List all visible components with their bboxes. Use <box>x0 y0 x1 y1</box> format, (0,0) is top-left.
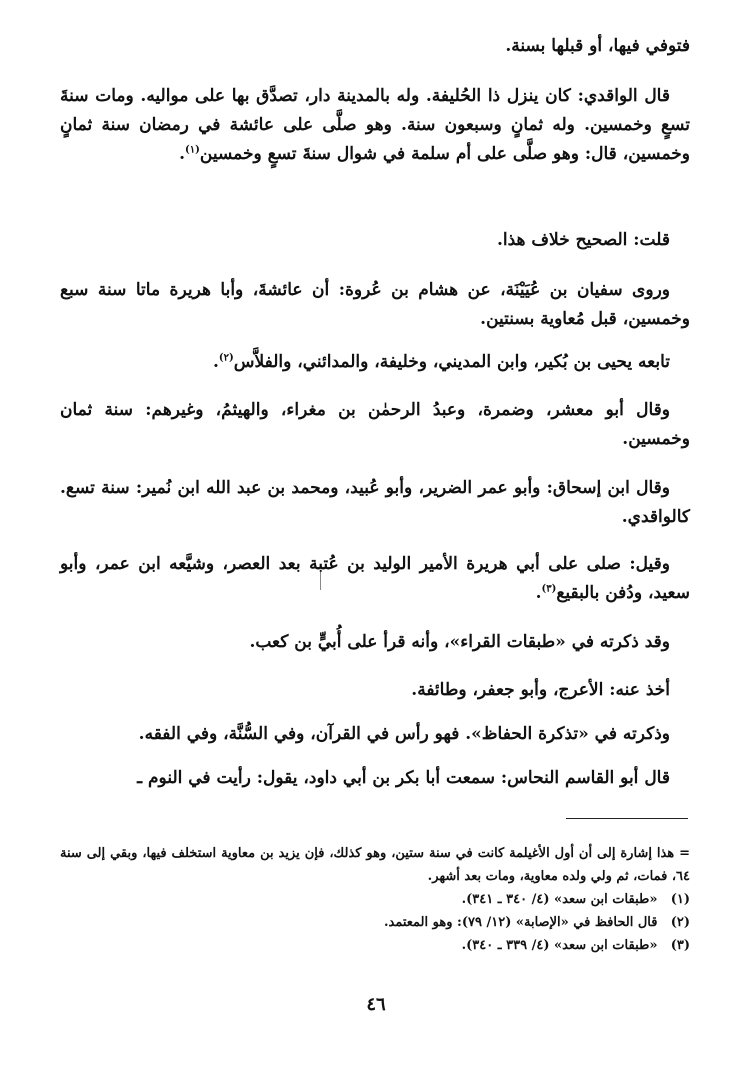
footnotes <box>60 842 690 957</box>
paragraph-12 <box>60 764 690 793</box>
page-number: ٤٦ <box>366 994 386 1015</box>
footnote-3 <box>60 934 690 957</box>
paragraph-3 <box>60 226 690 255</box>
footnote-number: (١) <box>670 892 690 907</box>
paragraph-text: وقد ذكرته في «طبقات القراء»، وأنه قرأ على أُبيٍّ بن كعب. <box>249 632 670 652</box>
paragraph-text: أخذ عنه: الأعرج، وأبو جعفر، وطائفة. <box>411 680 670 700</box>
paragraph-6 <box>60 396 690 454</box>
footnote-2 <box>60 911 690 934</box>
paragraph-2: قال الواقدي: كان ينزل ذا الحُليفة. وله بالمدينة دار، تصدَّق بها على مواليه. ومات سنةَ تسعٍ وخمسين. وله ثمانٍ وسبعون سنة. وهو صلَّى على عائشة في رمضان سنة ثمانٍ وخمسين، قال: وهو صلَّى على أم سلمة في شوال سنةَ تسعٍ وخمسين$^{(١)}$. <box>60 86 690 164</box>
footnote-ref-2[interactable]: (٢) <box>218 352 234 364</box>
paragraph-text: وذكرته في «تذكرة الحفاظ». فهو رأس في القرآن، وفي السُّنَّة، وفي الفقه. <box>138 724 670 744</box>
paragraph-text: قال الواقدي: كان ينزل ذا الحُليفة. وله بالمدينة دار، تصدَّق بها على مواليه. ومات سنةَ تسعٍ وخمسين. وله ثمانٍ وسبعون سنة. وهو صلَّى على عائشة في رمضان سنة ثمانٍ وخمسين، قال: وهو صلَّى على أم سلمة في شوال سنةَ تسعٍ وخمسين <box>60 86 690 164</box>
paragraph-4 <box>60 276 690 334</box>
paragraph-text: قلت: الصحيح خلاف هذا. <box>496 230 670 250</box>
paragraph-5: تابعه يحيى بن بُكير، وابن المديني، وخليفة، والمدائني، والفلاَّس$^{(٢)}$. <box>212 352 670 372</box>
paragraph-9 <box>60 628 690 657</box>
paragraph-text: وروى سفيان بن عُيَيْنَة، عن هشام بن عُروة: أن عائشةَ، وأبا هريرة ماتا سنة سبع وخمسين، قبل مُعاوية بسنتين. <box>60 280 690 329</box>
paragraph-7 <box>60 474 690 532</box>
footnote-text: قال الحافظ في «الإصابة» (١٢/ ٧٩): وهو المعتمد. <box>383 915 658 930</box>
paragraph-text: فتوفي فيها، أو قبلها بسنة. <box>505 36 690 56</box>
paragraph-1 <box>60 32 690 61</box>
paragraph-text: وقيل: صلى على أبي هريرة الأمير الوليد بن عُتبة بعد العصر، وشيَّعه ابن عمر، وأبو سعيد، ودُفن بالبقيع <box>60 554 690 603</box>
footnote-ref-3[interactable]: (٣) <box>541 583 557 595</box>
paragraph-text: وقال أبو معشر، وضمرة، وعبدُ الرحمٰن بن مغراء، والهيثمُ، وغيرهم: سنة ثمان وخمسين. <box>60 400 690 449</box>
footnote-number: (٢) <box>670 915 690 930</box>
paragraph-11 <box>60 720 690 749</box>
paragraph-text: قال أبو القاسم النحاس: سمعت أبا بكر بن أبي داود، يقول: رأيت في النوم ـ <box>137 768 670 788</box>
footnote-1 <box>60 888 690 911</box>
footnote-text: «طبقات ابن سعد» (٤/ ٣٤٠ ـ ٣٤١). <box>461 892 658 907</box>
paragraph-8: وقيل: صلى على أبي هريرة الأمير الوليد بن عُتبة بعد العصر، وشيَّعه ابن عمر، وأبو سعيد، ودُفن بالبقيع$^{(٣)}$. <box>60 554 690 603</box>
paragraph-10 <box>60 676 690 705</box>
footnote-text: «طبقات ابن سعد» (٤/ ٣٣٩ ـ ٣٤٠). <box>461 938 658 953</box>
margin-mark <box>320 572 321 590</box>
footnote-continuation: = هذا إشارة إلى أن أول الأغيلمة كانت في سنة ستين، وهو كذلك، فإن يزيد بن معاوية استخلف فيها، وبقي إلى سنة ٦٤، فمات، ثم ولي ولده معاوية، ومات بعد أشهر. <box>60 846 690 884</box>
footnote-ref-1[interactable]: (١) <box>185 144 200 156</box>
paragraph-text: وقال ابن إسحاق: وأبو عمر الضرير، وأبو عُبيد، ومحمد بن عبد الله ابن نُمير: سنة تسع. كالواقدي. <box>60 478 690 527</box>
footnote-number: (٣) <box>670 938 690 953</box>
footnote-divider <box>566 818 688 819</box>
paragraph-text: تابعه يحيى بن بُكير، وابن المديني، وخليفة، والمدائني، والفلاَّس <box>233 352 670 372</box>
